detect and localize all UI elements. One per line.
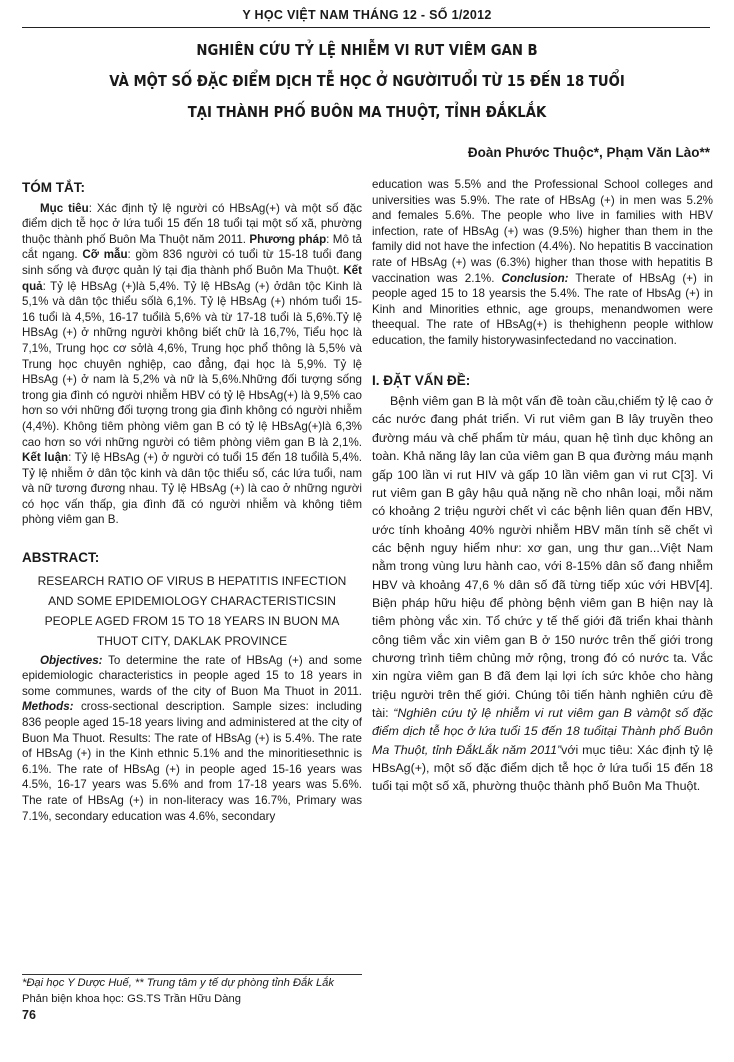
summary-heading: TÓM TẮT: bbox=[22, 180, 85, 195]
abstract-conclusion-label: Conclusion: bbox=[501, 271, 569, 285]
methods-text: cross-sectional description. Sample sizes: including 836 people aged 15-18 years living and administered at the city of Buon Ma Thuot. Results: The rate of HBsAg (+) is 5.4%. The rate of HBsAg (+) in the Kinh ethnic 5.1% and the minoritiesethnic is 6.1%. The rate of HBsAg (+) in people aged 15-16 years was 4.5%, 16-17 years was 5.6% and from 17-18 years was 5.6%. The rate of HBsAg (+) in non-literacy was 16.7%, Primary was 7.1%, secondary education was 4.6%, secondary bbox=[22, 700, 362, 823]
methods-label: Methods: bbox=[22, 700, 74, 714]
running-header: Y HỌC VIỆT NAM THÁNG 12 - SỐ 1/2012 bbox=[242, 8, 492, 22]
right-column bbox=[372, 177, 713, 796]
affiliations: *Đại học Y Dược Huế, ** Trung tâm y tế dự phòng tỉnh Đắk Lắk bbox=[22, 977, 334, 989]
abstract-conclusion-text: Therate of HBsAg (+) in people aged 15 to 18 yearsis the 5.4%. The rate of HbsAg (+) in Kinh and Minorities ethnic, age groups, menandwomen were theequal. The rate of HBsAg(+) is thehighenn people withlow education, the family historywasinfectedand no vaccination. bbox=[372, 271, 713, 347]
results-text: : Tỷ lệ HBsAg (+)là 5,4%. Tỷ lệ HBsAg (+) ởdân tộc Kinh là 5,1% và dân tộc thiểu sốlà 6,1%. Tỷ lệ HBsAg (+) nhóm tuổi 15-16 tuổi là 4,5%, 16-17 tuổilà 5,6% và từ 17-18 tuổi là 5,6%.Tỷ lệ HBsAg (+) ở những người không biết chữ là 16,7%, Tiểu học là 7,1%, Trung học cơ sởlà 4,6%, Trung học phổ thông là 5,5% và Trung học chuyên nghiệp, cao đẳng, đại học là 5,9%. Tỷ lệ HBsAg (+) ở nam là 5,2% và nữ là 5,6%.Những đối tượng sống trong gia đình có người nhiễm HBV có tỷ lệ HbsAg(+) là 9,5% cao hơn so với những đối tượng trong gia đình không có người nhiễm (4,4%). Không tiêm phòng viêm gan B có tỷ lệ HBsAg(+)là 6,3% cao hơn so với những người có tiêm phòng viêm gan B là 2,1%. bbox=[22, 279, 362, 449]
abstract-continued bbox=[372, 177, 713, 349]
study-title-quote: “Nghiên cứu tỷ lệ nhiễm vi rut viêm gan B vàmột số đặc điểm dịch tễ học ở lứa tuổi 15 đến 18 tuổitại Thành phố Buôn Ma Thuột, tỉnh ĐắkLắk năm 2011” bbox=[372, 705, 714, 757]
footnote-rule bbox=[22, 974, 362, 975]
article-title-line-2: VÀ MỘT SỐ ĐẶC ĐIỂM DỊCH TỄ HỌC Ở NGƯỜITUỔI TỪ 15 ĐẾN 18 TUỔI bbox=[109, 72, 625, 90]
objective-label: Mục tiêu bbox=[40, 201, 89, 215]
summary-paragraph bbox=[22, 201, 362, 528]
abstract-heading: ABSTRACT: bbox=[22, 550, 100, 566]
page-number: 76 bbox=[22, 1008, 36, 1022]
abstract-cont-text: education was 5.5% and the Professional School colleges and universities was 5.9%. The rate of HBsAg (+) in men was 5.2% and females 5.6%. The people who live in families with HBV infection, rate of HBsAg (+) was (9.5%) higher than them in the family did not have the infection (4.4%). No hepatitis B vaccination rate of HBsAg (+) was (6.3%) higher than those with hepatitis B vaccination was 2.1%. bbox=[372, 178, 713, 285]
method-text: : Mô tả cắt ngang. bbox=[22, 232, 362, 262]
section-1-text-end: với mục tiêu: Xác định tỷ lệ HBsAg(+), một số đặc điểm dịch tễ học ở lứa tuổi 15 đến 18 tuổi tại một số xã, phường thuộc thành phố Buôn Ma Thuột. bbox=[372, 742, 713, 794]
authors: Đoàn Phước Thuộc*, Phạm Văn Lào** bbox=[467, 145, 710, 160]
sample-label: Cỡ mẫu bbox=[82, 248, 128, 262]
abstract-paragraph bbox=[22, 653, 362, 825]
conclusion-text: : Tỷ lệ HBsAg (+) ở người có tuổi 15 đến 18 tuổilà 5,4%. Tỷ lệ nhiễm ở dân tộc kinh và dân tộc thiểu số, các lứa tuổi, nam và nữ tương đương nhau. Tỷ lệ HBsAg (+) là cao ở những người có học vấn thấp, gia đình đã có người nhiễm và không tiêm phòng viêm gan B. bbox=[22, 451, 362, 527]
objective-text: : Xác định tỷ lệ người có HBsAg(+) và một số đặc điểm dịch tễ học ở lứa tuổi 15 đến 18 tuổi tại một số xã, phường thuộc thành phố Buôn Ma Thuột năm 2011. bbox=[22, 201, 362, 246]
article-title-line-1: NGHIÊN CỨU TỶ LỆ NHIỄM VI RUT VIÊM GAN B bbox=[196, 41, 538, 59]
conclusion-label: Kết luận bbox=[22, 451, 69, 465]
abstract-title-line-1: RESEARCH RATIO OF VIRUS B HEPATITIS INFECTION bbox=[37, 573, 347, 588]
sample-text: : gồm 836 người có tuổi từ 15-18 tuổi đang sinh sống và được quản lý tại địa thành phố Buôn Ma Thuột. bbox=[22, 248, 362, 277]
footnote bbox=[22, 976, 712, 1007]
section-1-paragraph bbox=[372, 392, 713, 796]
abstract-title-line-2: AND SOME EPIDEMIOLOGY CHARACTERISTICSIN bbox=[48, 593, 336, 608]
abstract-title-line-4: THUOT CITY, DAKLAK PROVINCE bbox=[96, 633, 288, 648]
left-column bbox=[22, 180, 362, 824]
article-title-line-3: TẠI THÀNH PHỐ BUÔN MA THUỘT, TỈNH ĐẮKLẮK bbox=[187, 103, 547, 121]
objectives-label: Objectives: bbox=[40, 653, 103, 667]
abstract-title bbox=[22, 571, 362, 651]
reviewer: Phản biện khoa học: GS.TS Trần Hữu Dàng bbox=[22, 992, 241, 1005]
results-label: Kết quả bbox=[22, 263, 362, 293]
header-rule bbox=[22, 27, 710, 28]
method-label: Phương pháp bbox=[249, 232, 327, 246]
objectives-text: To determine the rate of HBsAg (+) and some epidemiologic characteristics in people aged 15 to 18 years in some communes, wards of the city of Buon Ma Thuot in 2011. bbox=[22, 653, 362, 698]
abstract-title-line-3: PEOPLE AGED FROM 15 TO 18 YEARS IN BUON MA bbox=[44, 613, 340, 628]
section-1-text: Bệnh viêm gan B là một vấn đề toàn cầu,chiếm tỷ lệ cao ở các nước đang phát triển. Vi rut viêm gan B lây truyền theo đường máu và chế phẩm từ máu, quan hệ tình dục không an toàn. Khả năng lây lan của viêm gan B qua đường máu mạnh gấp 100 lần vi rut HIV và gấp 10 lần viêm gan vi rut C[3]. Vi rut viêm gan B gây hậu quả nặng nề cho nhân loại, mỗi năm có khoảng 2 triệu người chết vì các bệnh liên quan đến HBV, ước tính khoảng 40% người nhiễm HBV mãn tính sẽ chết vì các bệnh nguy hiểm như: xơ gan, ung thư gan...Việt Nam nằm trong vùng lưu hành cao, với 8-15% dân số đang nhiễm HBV và khoảng 47,6 % dân số đã từng tiếp xúc với HBV[4]. Biện pháp hữu hiệu để phòng bệnh viêm gan B hiện nay là tiêm phòng vắc xin. Tổ chức y tế thế giới đã triển khai thành công tiêm vắc xin viêm gan B ở 150 nước trên thế giới trong chương trình tiêm chủng mở rộng, trong đó có nước ta. Vắc xin ngừa viêm gan B đã đem lại lợi ích sức khỏe cho hàng triệu người trên thế giới. Chúng tôi tiến hành nghiên cứu đề tài: bbox=[372, 394, 713, 720]
section-1-heading: I. ĐẶT VẤN ĐỀ: bbox=[372, 372, 471, 388]
